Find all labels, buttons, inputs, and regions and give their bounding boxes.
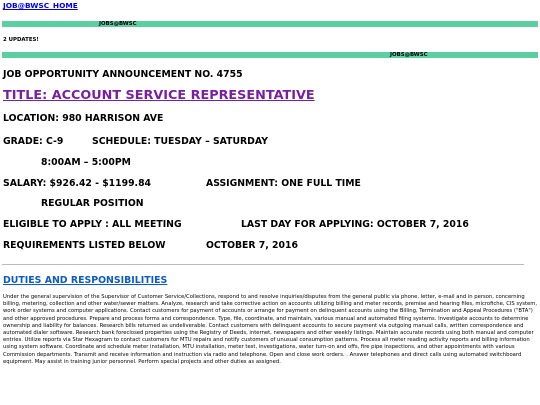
assignment: ASSIGNMENT: ONE FULL TIME [206, 178, 361, 189]
jobs-banner-label: JOBS@BWSC [99, 20, 137, 27]
duties-heading[interactable]: DUTIES AND RESPONSIBILITIES [3, 275, 168, 286]
jobs-banner-bar-secondary [2, 52, 538, 58]
duties-text: Under the general supervision of the Supervisor of Customer Service/Collections, respond to and resolve inquiries/disputes from the general public via phone, letter, e-mail and in person, concerning billing, metering, collection and other water/sewer matters. Analyze, research and take corrective action on accounts utilizing billing and meter records, premise and hearing files, microfiche, CIS system, work order systems and computer applications. Contact customers for payment of accounts or arrange for payment on delinquent accounts using the Billing, Termination and Appeal Procedures ("BTA") and other approved procedures. Prepare and process forms and correspondence. Type, file, coordinate, and maintain, various manual and automated filing systems. Investigate accounts to determine ownership and liability for balances. Research bills returned as undeliverable. Contact customers with delinquent accounts to secure payment via outgoing manual calls, written correspondence and automated dialer software. Research bank foreclosed properties using the Registry of Deeds, internet, newspapers and other weekly listings. Maintain accurate records using both manual and computer entries. Utilize reports via Star Hexagram to contact customers for MTU repairs and notify customers of unusual consumption patterns. Process all meter reading activity reports and billing information using system software. Coordinate and schedule meter installation, MTU installation, meter test, investigations, water turn-on and offs, fire pipe inspections, and other appointments with various Commission departments. Transmit and receive information and instruction via radio and telephone. Open and close work orders. . Answer telephones and direct calls using automated switchboard equipment. May assist in training junior personnel. Perform special projects and other duties as assigned. [3, 294, 538, 365]
section-divider [2, 264, 524, 265]
job-title: TITLE: ACCOUNT SERVICE REPRESENTATIVE [3, 88, 315, 103]
hours: 8:00AM – 5:00PM [41, 157, 131, 168]
jobs-banner-label-secondary: JOBS@BWSC [390, 51, 428, 58]
salary: SALARY: $926.42 - $1199.84 [3, 178, 152, 189]
announcement-number: JOB OPPORTUNITY ANNOUNCEMENT NO. 4755 [3, 69, 243, 80]
grade: GRADE: C-9 [3, 136, 64, 147]
requirements: REQUIREMENTS LISTED BELOW [3, 240, 166, 251]
position-type: REGULAR POSITION [41, 198, 144, 209]
jobs-banner-bar [2, 21, 538, 27]
home-link[interactable]: JOB@BWSC_HOME [3, 1, 78, 10]
last-day-to-apply: LAST DAY FOR APPLYING: OCTOBER 7, 2016 [241, 219, 469, 230]
schedule: SCHEDULE: TUESDAY – SATURDAY [92, 136, 268, 147]
requirements-date: OCTOBER 7, 2016 [206, 240, 298, 251]
eligibility: ELIGIBLE TO APPLY : ALL MEETING [3, 219, 182, 230]
updates-notice: 2 UPDATES! [3, 37, 39, 43]
location: LOCATION: 980 HARRISON AVE [3, 113, 164, 124]
